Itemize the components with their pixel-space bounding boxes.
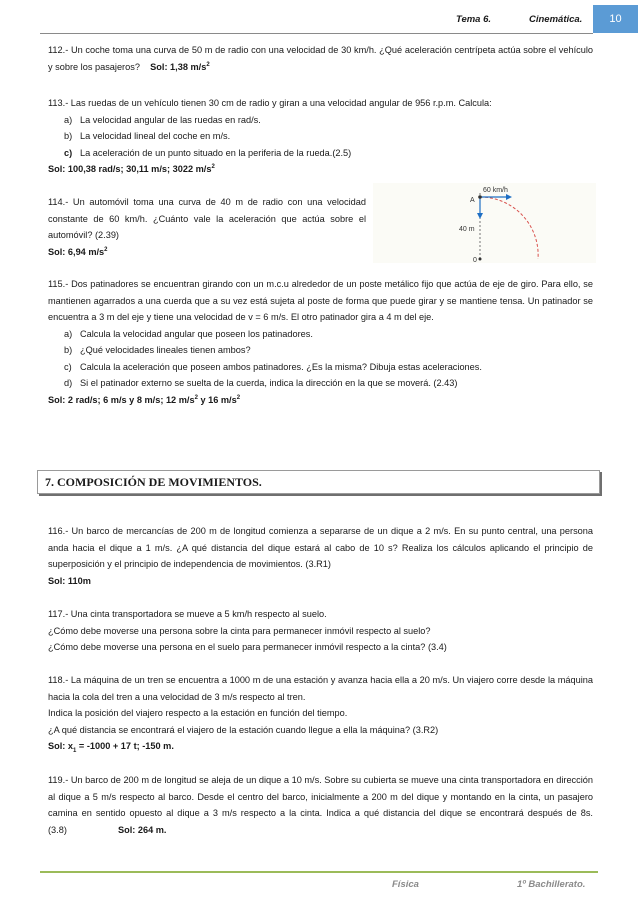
curve-figure-svg	[373, 183, 596, 263]
problem-115	[48, 276, 593, 408]
header-subject: Cinemática.	[529, 14, 583, 25]
header-rule	[40, 33, 593, 34]
problem-112	[48, 42, 593, 75]
radius-label: 40 m	[459, 226, 475, 233]
problem-119-solution: Sol: 264 m.	[117, 824, 167, 835]
problem-114-solution: Sol: 6,94 $m/s^2$	[48, 246, 108, 257]
center-label: 0	[473, 257, 477, 263]
list-item: a) Calcula la velocidad angular que poseen los patinadores.	[64, 328, 313, 339]
problem-118-line-2: Indica la posición del viajero respecto a la estación en función del tiempo.	[48, 708, 348, 718]
list-item: d) Si el patinador externo se suelta de la cuerda, indica la dirección en la que se moverá. (2.43)	[64, 378, 458, 388]
problem-118-solution: Sol: $x_1 = -1000 + 17$ t; -150 m.	[48, 741, 174, 754]
problem-113-text: 113.- Las ruedas de un vehículo tienen 30 cm de radio y giran a una velocidad angular de 956 r.p.m. Calcula:	[48, 98, 492, 108]
problem-114	[48, 194, 366, 260]
point-a-marker	[478, 195, 482, 199]
curve-figure	[373, 183, 596, 263]
list-item: c) La aceleración de un punto situado en la periferia de la rueda.(2.5)	[64, 147, 352, 158]
section-title: 7. COMPOSICIÓN DE MOVIMIENTOS.	[45, 475, 262, 489]
problem-118-line-3: ¿A qué distancia se encontrará el viajero de la estación cuando llegue a ella la máquina? (3.R2)	[48, 724, 439, 735]
acceleration-arrowhead	[477, 213, 483, 219]
problem-115-text: 115.- Dos patinadores se encuentran girando con un m.c.u alrededor de un poste metálico fijo que actúa de eje de giro. Para ello, se mantienen agarrados a una cuerda que a su vez está sujeta al poste de forma que puede girar y se mantiene tensa. Un patinador se encuentra a 3 m del eje y tiene una velocidad de v = 6 m/s. El otro patinador gira a 4 m del eje.	[48, 279, 593, 322]
page-number-badge: 10	[593, 5, 638, 33]
page-header	[0, 0, 638, 34]
problem-116	[48, 523, 593, 589]
header-topic: Tema 6.	[456, 14, 492, 25]
point-label: A	[470, 197, 475, 204]
problem-115-items	[48, 326, 593, 392]
problem-112-solution: Sol: 1,38 $m/s^2$	[150, 61, 210, 72]
velocity-arrowhead	[506, 194, 512, 200]
footer-course: 1º Bachillerato.	[517, 879, 586, 890]
problem-119-text: 119.- Un barco de 200 m de longitud se aleja de un dique a 10 m/s. Sobre su cubierta se mueve una cinta transportadora en dirección al dique a 5 m/s respecto al barco. Desde el centro del barco, inicialmente a 200 m del dique y montando en la cinta, un pasajero camina en sentido opuesto al dique a 3 m/s respecto a la cinta. Indica a qué distancia del dique se encontrará después de 8s. (3.8) Sol: 264 m.	[48, 775, 593, 835]
problem-115-solution: Sol: 2 rad/s; 6 m/s y 8 m/s; 12 $m/s^2$ y 16 $m/s^2$	[48, 394, 241, 405]
speed-label: 60 km/h	[483, 187, 508, 194]
footer-rule	[40, 871, 598, 873]
footer-subject: Física	[392, 879, 419, 890]
problem-113	[48, 95, 593, 178]
curve-arc	[480, 197, 538, 259]
problem-113-solution: Sol: 100,38 rad/s; 30,11 m/s; 3022 $m/s^2$	[48, 163, 215, 174]
problem-117	[48, 606, 593, 656]
problem-112-text: 112.- Un coche toma una curva de 50 m de radio con una velocidad de 30 km/h. ¿Qué aceleración centrípeta actúa sobre el vehículo y sobre los pasajeros? Sol: 1,38 $m/s^2$	[48, 45, 593, 72]
problem-116-text: 116.- Un barco de mercancías de 200 m de longitud comienza a separarse de un dique a 2 m/s. En su punto central, una persona anda hacia el dique a 1 m/s. ¿A qué distancia del dique estará al cabo de 10 s? Realiza los cálculos aplicando el principio de superposición y el principio de independencia de movimientos. (3.R1)	[48, 526, 593, 569]
list-item: a) La velocidad angular de las ruedas en rad/s.	[64, 114, 261, 125]
problem-117-line-1: 117.- Una cinta transportadora se mueve a 5 km/h respecto al suelo.	[48, 609, 327, 619]
problem-118-text: 118.- La máquina de un tren se encuentra a 1000 m de una estación y avanza hacia ella a 20 m/s. Un viajero corre desde la máquina hacia la cola del tren a una velocidad de 3 m/s respecto al tren.	[48, 675, 593, 702]
problem-119	[48, 772, 593, 838]
center-marker	[479, 258, 482, 261]
problem-117-line-3: ¿Cómo debe moverse una persona en el suelo para permanecer inmóvil respecto a la cinta? (3.4)	[48, 642, 447, 652]
problem-114-text: 114.- Un automóvil toma una curva de 40 m de radio con una velocidad constante de 60 km/h. ¿Cuánto vale la aceleración que actúa sobre el automóvil? (2.39)	[48, 197, 366, 240]
list-item: b) La velocidad lineal del coche en m/s.	[64, 131, 231, 141]
problem-117-line-2: ¿Cómo debe moverse una persona sobre la cinta para permanecer inmóvil respecto al suelo?	[48, 625, 431, 636]
problem-118	[48, 672, 593, 755]
list-item: c) Calcula la aceleración que poseen ambos patinadores. ¿Es la misma? Dibuja estas aceleraciones.	[64, 361, 482, 372]
problem-113-items	[48, 112, 593, 162]
section-heading	[37, 470, 600, 494]
list-item: b) ¿Qué velocidades lineales tienen ambos?	[64, 345, 251, 355]
problem-116-solution: Sol: 110m	[48, 575, 91, 586]
